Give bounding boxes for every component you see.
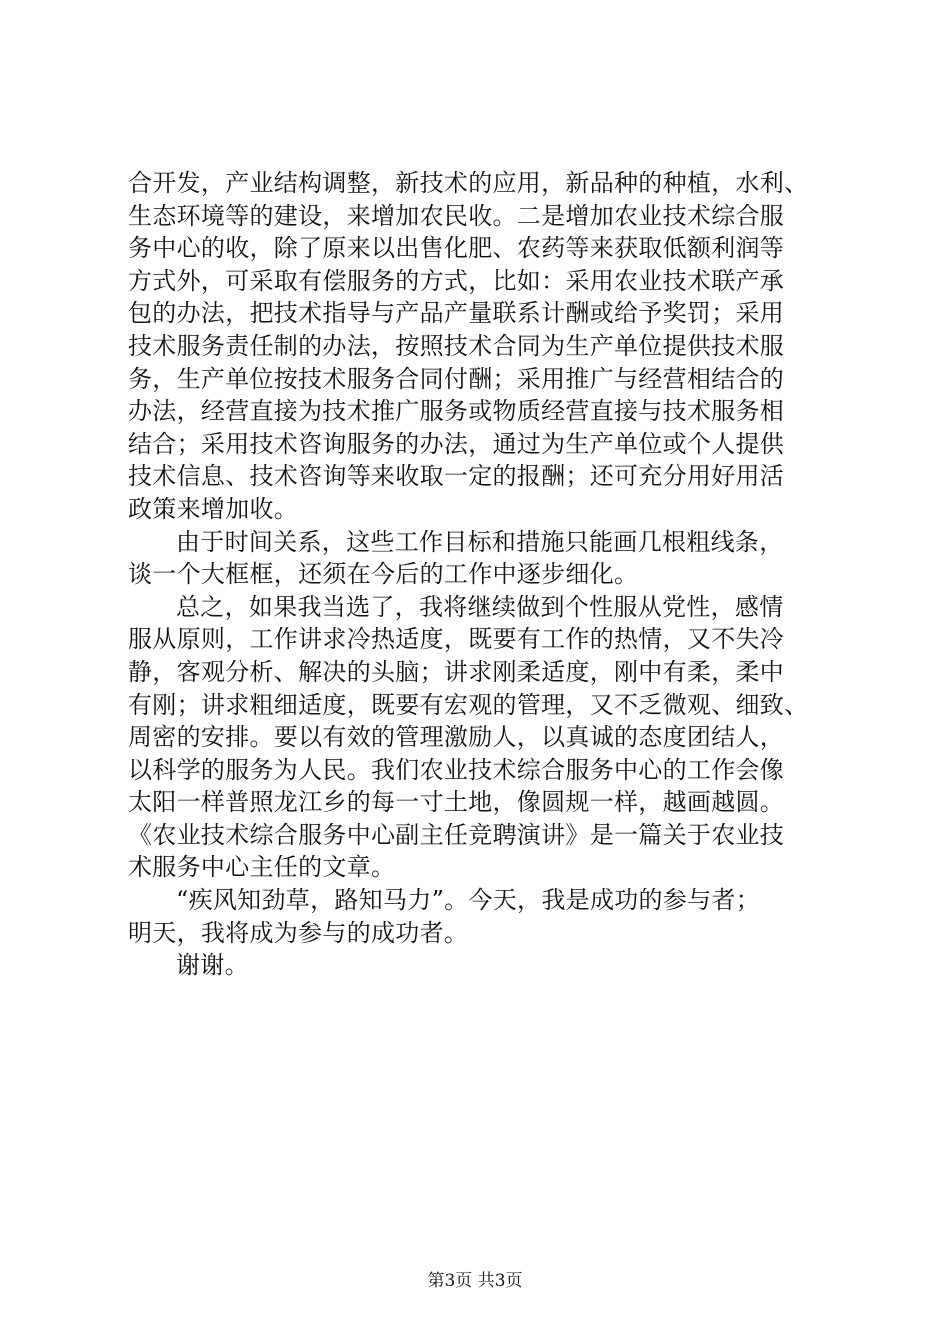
text-line: 有刚；讲求粗细适度，既要有宏观的管理，又不乏微观、细致、	[128, 690, 809, 719]
text-line: 静，客观分析、解决的头脑；讲求刚柔适度，刚中有柔，柔中	[128, 657, 785, 686]
text-line: 政策来增加收。	[128, 494, 299, 523]
text-line: 务中心的收，除了原来以出售化肥、农药等来获取低额利润等	[128, 234, 785, 263]
text-line: 以科学的服务为人民。我们农业技术综合服务中心的工作会像	[128, 755, 785, 784]
text-line: 谢谢。	[176, 951, 249, 980]
text-line: 办法，经营直接为技术推广服务或物质经营直接与技术服务相	[128, 397, 785, 426]
text-line: 由于时间关系，这些工作目标和措施只能画几根粗线条，	[176, 527, 784, 556]
document-body	[128, 167, 828, 982]
text-line: 明天，我将成为参与的成功者。	[128, 918, 469, 947]
text-line: 谈一个大框框，还须在今后的工作中逐步细化。	[128, 560, 639, 589]
text-line: “疾风知劲草，路知马力”。今天，我是成功的参与者；	[176, 886, 761, 915]
text-line: 太阳一样普照龙江乡的每一寸土地，像圆规一样，越画越圆。	[128, 788, 785, 817]
text-line: 总之，如果我当选了，我将继续做到个性服从党性，感情	[176, 592, 784, 621]
text-line: 《农业技术综合服务中心副主任竞聘演讲》是一篇关于农业技	[128, 820, 785, 849]
text-line: 技术服务责任制的办法，按照技术合同为生产单位提供技术服	[128, 331, 785, 360]
text-line: 结合；采用技术咨询服务的办法，通过为生产单位或个人提供	[128, 429, 785, 458]
text-line: 周密的安排。要以有效的管理激励人，以真诚的态度团结人，	[128, 723, 785, 752]
text-line: 合开发，产业结构调整，新技术的应用，新品种的种植，水利、	[128, 169, 809, 197]
text-line: 包的办法，把技术指导与产品产量联系计酬或给予奖罚；采用	[128, 299, 785, 328]
text-line: 方式外，可采取有偿服务的方式，比如：采用农业技术联产承	[128, 266, 785, 295]
text-line: 术服务中心主任的文章。	[128, 853, 396, 882]
text-line: 务，生产单位按技术服务合同付酬；采用推广与经营相结合的	[128, 364, 785, 393]
text-line: 生态环境等的建设，来增加农民收。二是增加农业技术综合服	[128, 201, 785, 230]
page-footer: 第3页 共3页	[427, 1271, 523, 1291]
text-line: 技术信息、技术咨询等来收取一定的报酬；还可充分用好用活	[128, 462, 785, 491]
text-line: 服从原则，工作讲求冷热适度，既要有工作的热情，又不失冷	[128, 625, 785, 654]
